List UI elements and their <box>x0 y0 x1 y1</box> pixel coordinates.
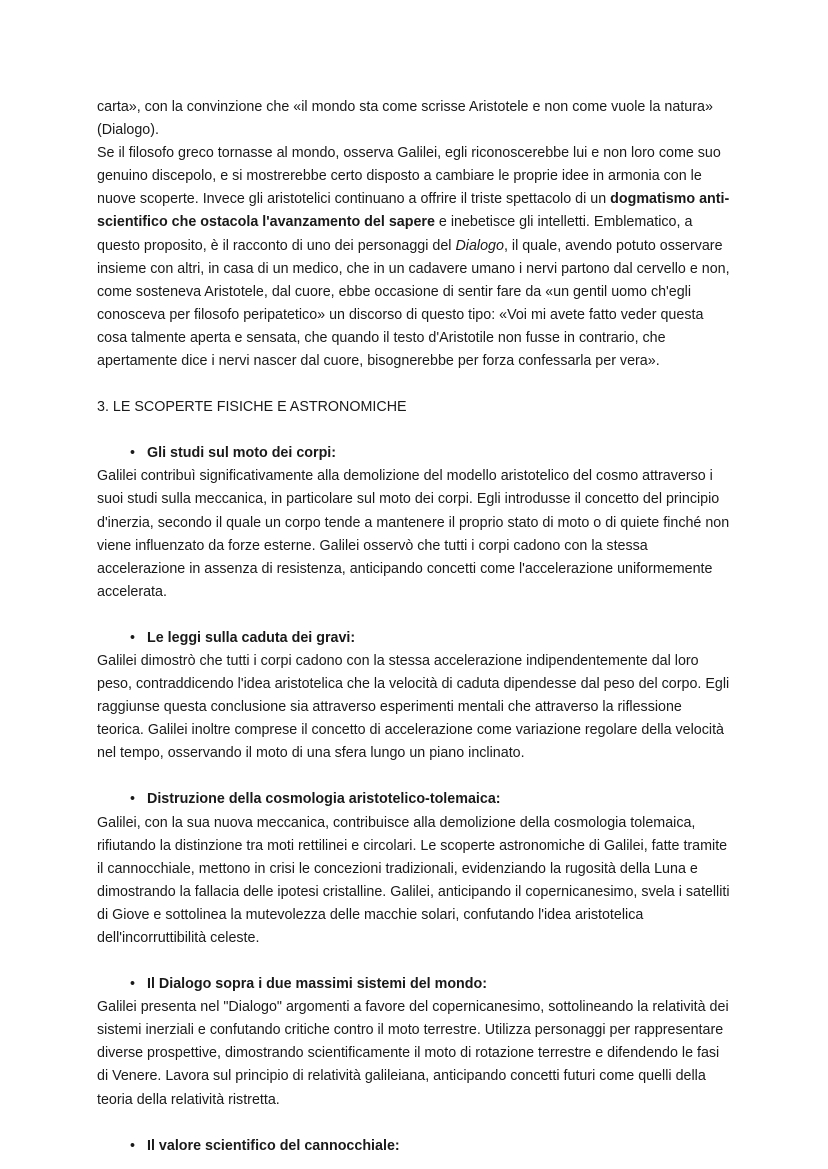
list-item-heading <box>97 627 730 650</box>
list-item-heading <box>97 1135 730 1158</box>
list-item-body: Galilei presenta nel "Dialogo" argomenti a favore del copernicanesimo, sottolineando la relatività dei sistemi inerziali e confutando critiche contro il moto terrestre. Utilizza personaggi per rappresentare diverse prospettive, dimostrando scientificamente il moto di rotazione terrestre e difendendo le fasi di Venere. Lavora sul principio di relatività galileiana, anticipando concetti futuri come quelli della teoria della relatività ristretta. <box>97 999 729 1108</box>
bullet-point-icon: • <box>130 445 136 462</box>
bullet-point-icon: • <box>130 629 136 646</box>
list-item-label: Il Dialogo sopra i due massimi sistemi del mondo: <box>147 976 488 993</box>
paragraph-filosofo-part1: Se il filosofo greco tornasse al mondo, osserva Galilei, egli riconoscerebbe lui e non loro come suo genuino discepolo, e si mostrerebbe certo disposto a cambiare le proprie idee in armonia con le nuove scoperte. Invece gli aristotelici continuano a offrire il triste spettacolo di un <box>97 145 721 208</box>
spacer-before-bullet-4 <box>97 950 730 973</box>
spacer-before-bullet-2 <box>97 604 730 627</box>
bullet-point-icon: • <box>130 791 136 808</box>
list-item-body: Galilei contribuì significativamente alla demolizione del modello aristotelico del cosmo attraverso i suoi studi sulla meccanica, in particolare sul moto dei corpi. Egli introdusse il concetto del principio d'inerzia, secondo il quale un corpo tende a mantenere il proprio stato di moto o di quiete finché non viene influenzato da forze esterne. Galilei osservò che tutti i corpi cadono con la stessa accelerazione in assenza di resistenza, anticipando concetti come l'accelerazione uniformemente accelerata. <box>97 468 730 600</box>
spacer-before-bullet-5 <box>97 1112 730 1135</box>
bullet-point-icon: • <box>130 976 136 993</box>
paragraph-carta-text: carta», con la convinzione che «il mondo sta come scrisse Aristotele e non come vuole la natura» (Dialogo). <box>97 99 713 139</box>
spacer-before-heading <box>97 373 730 396</box>
paragraph-carta <box>97 96 730 142</box>
list-item-heading <box>97 788 730 811</box>
paragraph-filosofo-greco <box>97 142 730 373</box>
list-item-body: Galilei, con la sua nuova meccanica, contribuisce alla demolizione della cosmologia tolemaica, rifiutando la distinzione tra moti rettilinei e circolari. Le scoperte astronomiche di Galilei, fatte tramite il cannocchiale, mettono in crisi le concezioni tradizionali, evidenziando la rugosità della Luna e dimostrando la fallacia delle ipotesi cristalline. Galilei, anticipando il copernicanesimo, svela i satelliti di Giove e sottolinea la mutevolezza delle macchie solari, confutando l'idea aristotelica dell'incorruttibilità celeste. <box>97 814 730 946</box>
bullet-point-icon: • <box>130 1137 136 1154</box>
list-item-heading <box>97 973 730 996</box>
list-item-heading <box>97 442 730 465</box>
title-dialogo: Dialogo <box>455 237 504 254</box>
paragraph-filosofo-part2: e inebetisce gli intelletti. Emblematico, a questo proposito, è il racconto di uno dei personaggi del <box>97 214 693 254</box>
document-body <box>97 96 730 1158</box>
list-item-body: Galilei dimostrò che tutti i corpi cadono con la stessa accelerazione indipendentemente dal loro peso, contraddicendo l'idea aristotelica che la velocità di caduta dipendesse dal peso del corpo. Egli raggiunse questa conclusione sia attraverso esperimenti mentali che attraverso la riflessione teorica. Galilei inoltre comprese il concetto di accelerazione come variazione regolare della velocità nel tempo, osservando il moto di una sfera lungo un piano inclinato. <box>97 652 730 762</box>
list-item-label: Distruzione della cosmologia aristotelico-tolemaica: <box>147 791 501 808</box>
spacer-before-bullet-1 <box>97 419 730 442</box>
section-heading-scoperte: 3. LE SCOPERTE FISICHE E ASTRONOMICHE <box>97 399 407 416</box>
list-item-label: Le leggi sulla caduta dei gravi: <box>147 629 356 646</box>
list-item-label: Gli studi sul moto dei corpi: <box>147 445 337 462</box>
emphasis-dogmatismo: dogmatismo anti-scientifico che ostacola l'avanzamento del sapere <box>97 191 730 231</box>
list-item-label: Il valore scientifico del cannocchiale: <box>147 1137 400 1154</box>
paragraph-filosofo-part3: , il quale, avendo potuto osservare insieme con altri, in casa di un medico, che in un cadavere umano i nervi partono dal cervello e non, come sosteneva Aristotele, dal cuore, ebbe occasione di sentir fare da «un gentil uomo ch'egli conosceva per filosofo peripatetico» un discorso di questo tipo: «Voi mi avete fatto veder questa cosa talmente aperta e sensata, che quando il testo d'Aristotile non fusse in contrario, che apertamente dice i nervi nascer dal cuore, bisognerebbe per forza confessarla per vera». <box>97 237 730 370</box>
spacer-before-bullet-3 <box>97 765 730 788</box>
